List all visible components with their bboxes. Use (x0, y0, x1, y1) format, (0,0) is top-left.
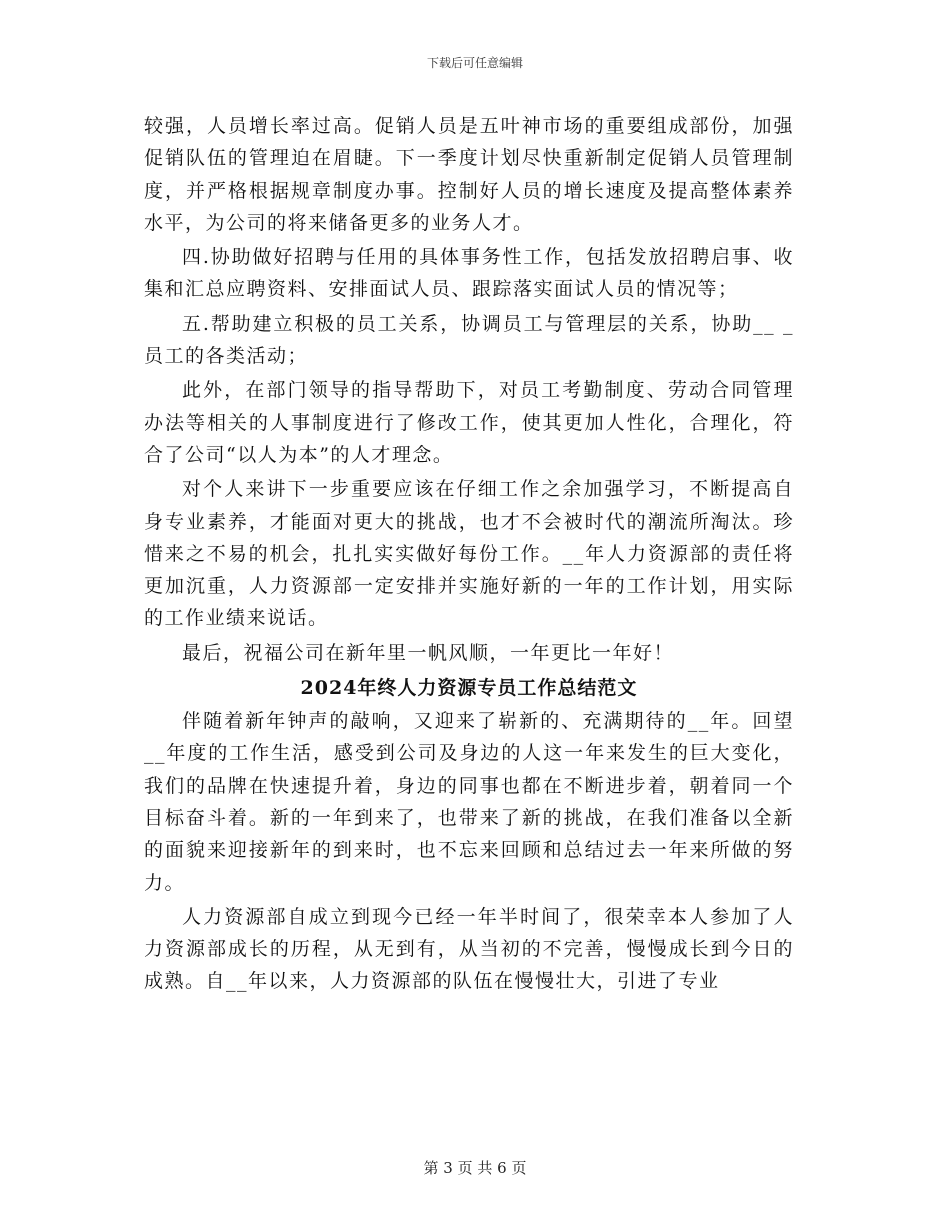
document-body (144, 110, 794, 1000)
page-footer: 第 3 页 共 6 页 (423, 1159, 527, 1177)
paragraph-additionally: 此外，在部门领导的指导帮助下，对员工考勤制度、劳动合同管理办法等相关的人事制度进行了修改工作，使其更加人性化，合理化，符合了公司“以人为本”的人才理念。 (144, 379, 794, 466)
paragraph-personal: 对个人来讲下一步重要应该在仔细工作之余加强学习，不断提高自身专业素养，才能面对更大的挑战，也才不会被时代的潮流所淘汰。珍惜来之不易的机会，扎扎实实做好每份工作。__年人力资源部的责任将更加沉重，人力资源部一定安排并实施好新的一年的工作计划，用实际的工作业绩来说话。 (144, 478, 794, 630)
page-header: 下载后可任意编辑 (426, 56, 523, 70)
paragraph-item-five: 五.帮助建立积极的员工关系，协调员工与管理层的关系，协助__ _员工的各类活动； (144, 312, 794, 368)
paragraph-closing: 最后，祝福公司在新年里一帆风顺，一年更比一年好！ (182, 641, 675, 664)
section-title: 2024年终人力资源专员工作总结范文 (300, 677, 638, 700)
paragraph-item-four: 四.协助做好招聘与任用的具体事务性工作，包括发放招聘启事、收集和汇总应聘资料、安排面试人员、跟踪落实面试人员的情况等； (144, 246, 794, 301)
paragraph-continuation: 较强，人员增长率过高。促销人员是五叶神市场的重要组成部份，加强促销队伍的管理迫在眉睫。下一季度计划尽快重新制定促销人员管理制度，并严格根据规章制度办事。控制好人员的增长速度及提高整体素养水平，为公司的将来储备更多的业务人才。 (144, 115, 794, 234)
paragraph-intro: 伴随着新年钟声的敲响，又迎来了崭新的、充满期待的__年。回望__年度的工作生活，感受到公司及身边的人这一年来发生的巨大变化，我们的品牌在快速提升着，身边的同事也都在不断进步着，朝着同一个目标奋斗着。新的一年到来了，也带来了新的挑战，在我们准备以全新的面貌来迎接新年的到来时，也不忘来回顾和总结过去一年来所做的努力。 (144, 710, 794, 894)
paragraph-hr-department: 人力资源部自成立到现今已经一年半时间了，很荣幸本人参加了人力资源部成长的历程，从无到有，从当初的不完善，慢慢成长到今日的成熟。自__年以来，人力资源部的队伍在慢慢壮大，引进了专业 (144, 905, 794, 993)
